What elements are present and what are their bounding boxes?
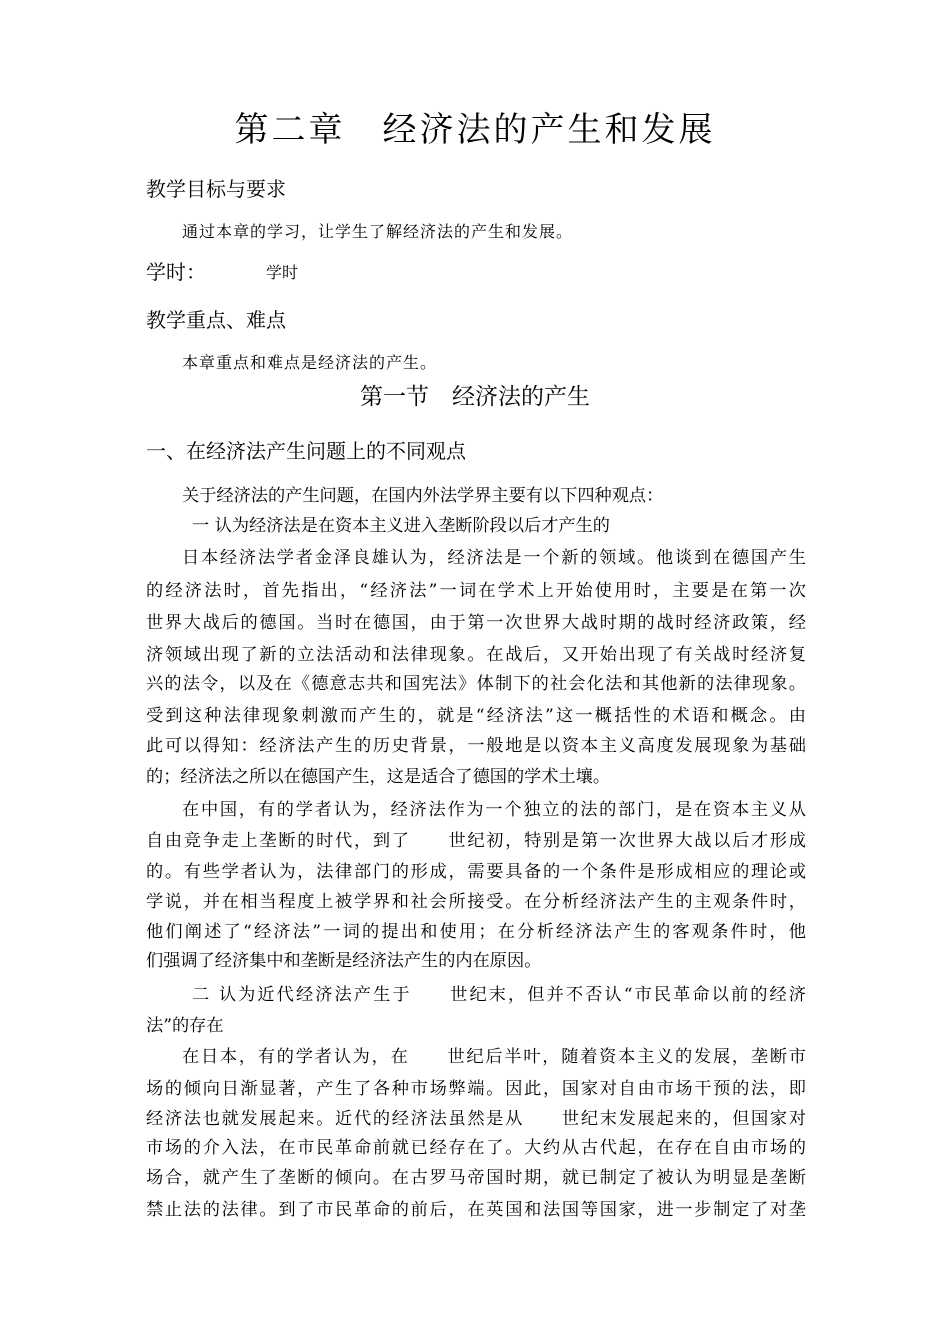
hours-label: 学时：: [146, 260, 206, 284]
intro-text: 关于经济法的产生问题，在国内外法学界主要有以下四种观点：: [182, 486, 664, 506]
paragraph-line: 他们阐述了“经济法”一词的提出和使用；在分析经济法产生的客观条件时，他: [146, 922, 806, 942]
paragraph-line: 禁止法的法律。到了市民革命的前后，在英国和法国等国家，进一步制定了对垄: [146, 1200, 806, 1220]
paragraph-line: 场的倾向日渐显著，产生了各种市场弊端。因此，国家对自由市场干预的法，即: [146, 1079, 806, 1099]
paragraph-line: 受到这种法律现象刺激而产生的，就是“经济法”这一概括性的术语和概念。由: [146, 706, 806, 726]
key-points-text: 本章重点和难点是经济法的产生。: [182, 353, 438, 372]
paragraph-line: 在中国，有的学者认为，经济法作为一个独立的法的部门，是在资本主义从: [182, 800, 806, 820]
paragraph-line: 经济法也就发展起来。近代的经济法虽然是从 世纪末发展起来的，但国家对: [146, 1109, 806, 1129]
view2-title-line: 法”的存在: [146, 1016, 224, 1036]
paragraph-line: 的。有些学者认为，法律部门的形成，需要具备的一个条件是形成相应的理论或: [146, 862, 806, 882]
paragraph-line: 日本经济法学者金泽良雄认为，经济法是一个新的领域。他谈到在德国产生: [182, 548, 806, 568]
key-points-heading: 教学重点、难点: [146, 308, 286, 332]
teaching-goal-heading: 教学目标与要求: [146, 177, 286, 201]
paragraph-line: 的；经济法之所以在德国产生，这是适合了德国的学术土壤。: [146, 767, 611, 787]
paragraph-line: 市场的介入法，在市民革命前就已经存在了。大约从古代起，在存在自由市场的: [146, 1138, 806, 1158]
paragraph-line: 世界大战后的德国。当时在德国，由于第一次世界大战时期的战时经济政策，经: [146, 613, 806, 633]
paragraph-line: 学说，并在相当程度上被学界和社会所接受。在分析经济法产生的主观条件时，: [146, 892, 806, 912]
view2-title-line: 二 认为近代经济法产生于 世纪末，但并不否认“市民革命以前的经济: [192, 985, 806, 1005]
paragraph-line: 们强调了经济集中和垄断是经济法产生的内在原因。: [146, 951, 542, 971]
paragraph-line: 济领域出现了新的立法活动和法律现象。在战后，又开始出现了有关战时经济复: [146, 645, 806, 665]
section-title: 第一节 经济法的产生: [360, 384, 590, 410]
paragraph-line: 兴的法令，以及在《德意志共和国宪法》体制下的社会化法和其他新的法律现象。: [146, 674, 806, 694]
paragraph-line: 的经济法时，首先指出，“经济法”一词在学术上开始使用时，主要是在第一次: [146, 581, 806, 601]
teaching-goal-text: 通过本章的学习，让学生了解经济法的产生和发展。: [182, 222, 574, 241]
paragraph-line: 自由竞争走上垄断的时代，到了 世纪初，特别是第一次世界大战以后才形成: [146, 831, 806, 851]
paragraph-line: 此可以得知：经济法产生的历史背景，一般地是以资本主义高度发展现象为基础: [146, 736, 806, 756]
hours-value: 学时: [266, 263, 299, 282]
subsection-title: 一、在经济法产生问题上的不同观点: [146, 439, 466, 463]
paragraph-line: 在日本，有的学者认为，在 世纪后半叶，随着资本主义的发展，垄断市: [182, 1047, 806, 1067]
view1-title: 一 认为经济法是在资本主义进入垄断阶段以后才产生的: [192, 516, 610, 536]
chapter-title: 第二章 经济法的产生和发展: [234, 110, 716, 150]
paragraph-line: 场合，就产生了垄断的倾向。在古罗马帝国时期，就已制定了被认为明显是垄断: [146, 1168, 806, 1188]
